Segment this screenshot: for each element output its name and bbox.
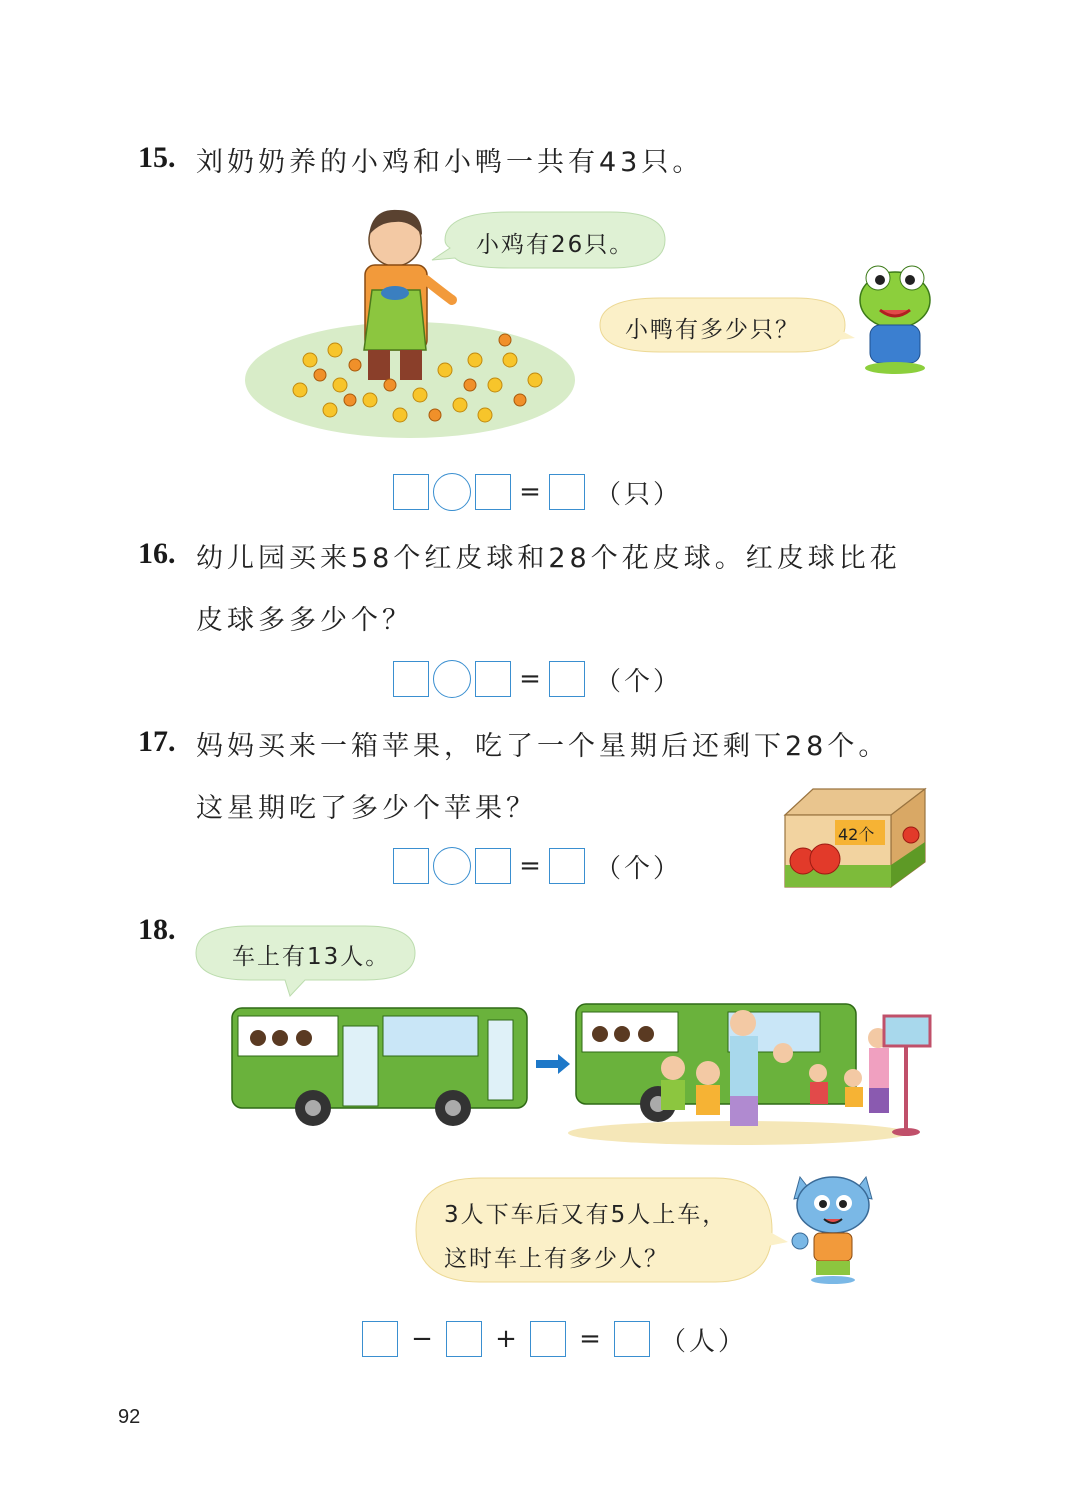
equation-16 xyxy=(393,659,682,699)
equals-sign: = xyxy=(519,851,541,881)
answer-box[interactable] xyxy=(475,661,511,697)
equation-17 xyxy=(393,846,682,886)
arrow-right-icon xyxy=(536,1054,570,1074)
cat-speech-bubble-line2: 这时车上有多少人？ xyxy=(444,1246,669,1272)
plus-sign: + xyxy=(495,1324,517,1354)
answer-box[interactable] xyxy=(393,661,429,697)
bus-stop-sign xyxy=(884,1016,930,1136)
answer-box[interactable] xyxy=(530,1321,566,1357)
frog-character xyxy=(860,266,930,374)
operator-circle[interactable] xyxy=(433,660,471,698)
grandma-speech-bubble: 小鸡有26只。 xyxy=(476,232,635,258)
apple-icon xyxy=(903,827,919,843)
question-17-text-line2: 这星期吃了多少个苹果？ xyxy=(196,793,537,824)
result-box[interactable] xyxy=(614,1321,650,1357)
answer-box[interactable] xyxy=(475,848,511,884)
equals-sign: = xyxy=(579,1324,601,1354)
question-17-text-line1: 妈妈买来一箱苹果，吃了一个星期后还剩下28个。 xyxy=(196,731,890,762)
operator-circle[interactable] xyxy=(433,473,471,511)
equation-15 xyxy=(393,472,682,512)
bus-speech-bubble: 车上有13人。 xyxy=(232,944,391,970)
question-number-18: 18. xyxy=(138,913,176,946)
question-number-17: 17. xyxy=(138,725,176,758)
result-box[interactable] xyxy=(549,661,585,697)
result-box[interactable] xyxy=(549,848,585,884)
frog-speech-bubble: 小鸭有多少只？ xyxy=(625,317,800,343)
question-16-text-line2: 皮球多多少个？ xyxy=(196,605,413,636)
unit-label: （只） xyxy=(595,479,683,510)
question-number-16: 16. xyxy=(138,537,176,570)
question-15-text: 刘奶奶养的小鸡和小鸭一共有43只。 xyxy=(196,147,704,178)
cat-character xyxy=(786,1165,881,1285)
equation-18 xyxy=(362,1319,747,1359)
apple-box-label: 42个 xyxy=(838,825,875,844)
answer-box[interactable] xyxy=(393,474,429,510)
question-number-15: 15. xyxy=(138,141,176,174)
minus-sign: − xyxy=(411,1324,433,1354)
cat-speech-bubble-line1: 3人下车后又有5人上车， xyxy=(444,1202,728,1228)
bus-stop-illustration xyxy=(218,998,938,1148)
question-16-text-line1: 幼儿园买来58个红皮球和28个花皮球。红皮球比花 xyxy=(196,543,901,574)
page-number: 92 xyxy=(118,1406,141,1428)
answer-box[interactable] xyxy=(475,474,511,510)
answer-box[interactable] xyxy=(446,1321,482,1357)
equals-sign: = xyxy=(519,664,541,694)
operator-circle[interactable] xyxy=(433,847,471,885)
unit-label: （个） xyxy=(595,666,683,697)
result-box[interactable] xyxy=(549,474,585,510)
bus-before xyxy=(232,1008,527,1126)
equals-sign: = xyxy=(519,477,541,507)
answer-box[interactable] xyxy=(362,1321,398,1357)
answer-box[interactable] xyxy=(393,848,429,884)
unit-label: （人） xyxy=(660,1326,748,1357)
unit-label: （个） xyxy=(595,853,683,884)
apple-icon xyxy=(810,844,840,874)
